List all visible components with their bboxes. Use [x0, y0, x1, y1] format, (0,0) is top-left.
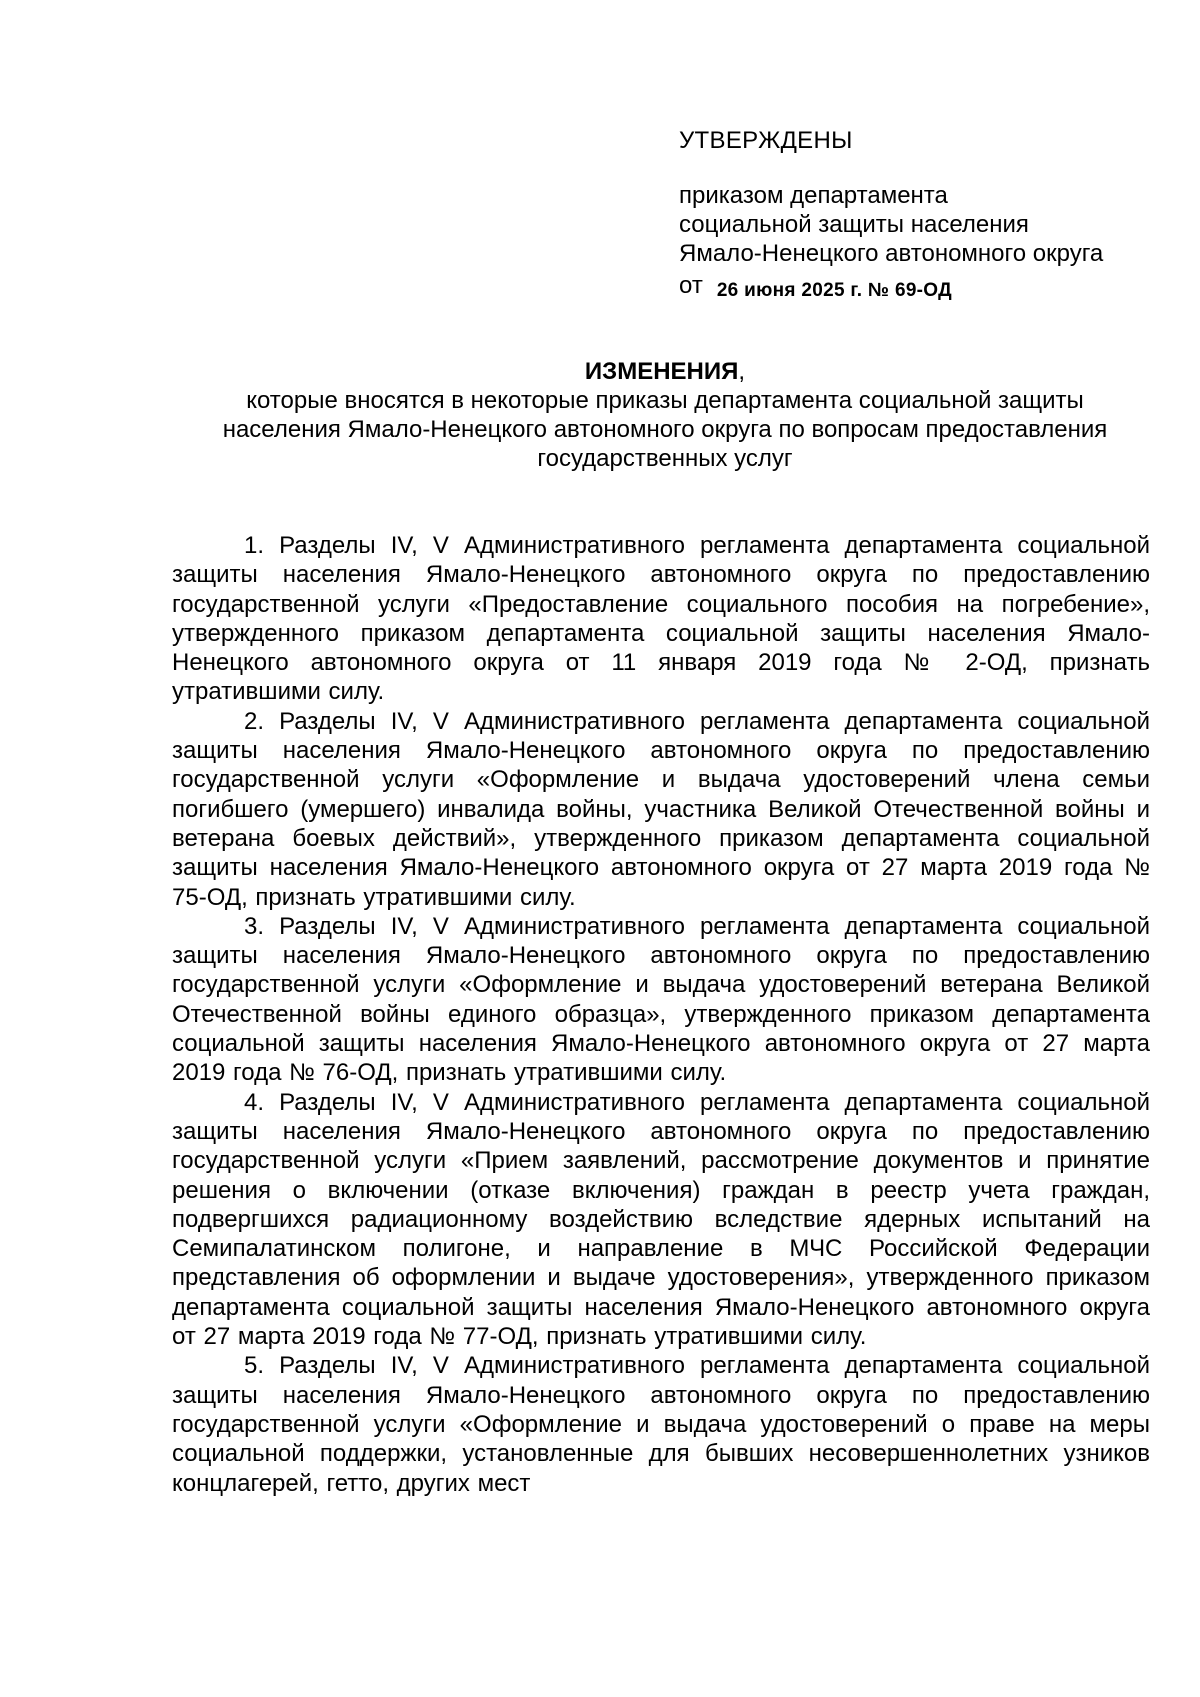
heading-subtitle-line-1: которые вносятся в некоторые приказы департамента социальной защиты	[246, 387, 1084, 414]
heading-title-line	[150, 357, 1180, 386]
document-body	[172, 531, 1150, 1498]
paragraph-1: 1. Разделы IV, V Административного регламента департамента социальной защиты населения Ямало-Ненецкого автономного округа по предоставлению государственной услуги «Предоставление социального пособия на погребение», утвержденного приказом департамента социальной защиты населения Ямало-Ненецкого автономного округа от 11 января 2019 года № 2-ОД, признать утратившими силу.	[172, 532, 1150, 706]
document-heading	[150, 357, 1180, 473]
approval-block	[679, 126, 1159, 302]
approval-order-line-1: приказом департамента	[679, 182, 948, 209]
approval-stamp-heading: УТВЕРЖДЕНЫ	[679, 127, 853, 154]
approval-order-line-3: Ямало-Ненецкого автономного округа	[679, 240, 1104, 267]
approval-date-and-number: 26 июня 2025 г. № 69-ОД	[716, 280, 952, 301]
approval-order-line-2: социальной защиты населения	[679, 211, 1029, 238]
heading-title-suffix: ,	[738, 358, 746, 385]
paragraph-4: 4. Разделы IV, V Административного регламента департамента социальной защиты населения Ямало-Ненецкого автономного округа по предоставлению государственной услуги «Прием заявлений, рассмотрение документов и принятие решения о включении (отказе включения) граждан в реестр учета граждан, подвергшихся радиационному воздействию вследствие ядерных испытаний на Семипалатинском полигоне, и направление в МЧС Российской Федерации представления об оформлении и выдаче удостоверения», утвержденного приказом департамента социальной защиты населения Ямало-Ненецкого автономного округа от 27 марта 2019 года № 77-ОД, признать утратившими силу.	[172, 1088, 1150, 1351]
heading-title: ИЗМЕНЕНИЯ	[584, 358, 739, 385]
paragraph-5: 5. Разделы IV, V Административного регламента департамента социальной защиты населения Ямало-Ненецкого автономного округа по предоставлению государственной услуги «Оформление и выдача удостоверений о праве на меры социальной поддержки, установленные для бывших несовершеннолетних узников концлагерей, гетто, других мест	[172, 1352, 1150, 1497]
approval-from-word: от	[679, 272, 703, 299]
paragraph-2: 2. Разделы IV, V Административного регламента департамента социальной защиты населения Ямало-Ненецкого автономного округа по предоставлению государственной услуги «Оформление и выдача удостоверений члена семьи погибшего (умершего) инвалида войны, участника Великой Отечественной войны и ветерана боевых действий», утвержденного приказом департамента социальной защиты населения Ямало-Ненецкого автономного округа от 27 марта 2019 года № 75-ОД, признать утратившими силу.	[172, 707, 1150, 911]
approval-date-line	[679, 271, 1159, 302]
paragraph-3: 3. Разделы IV, V Административного регламента департамента социальной защиты населения Ямало-Ненецкого автономного округа по предоставлению государственной услуги «Оформление и выдача удостоверений ветерана Великой Отечественной войны единого образца», утвержденного приказом департамента социальной защиты населения Ямало-Ненецкого автономного округа от 27 марта 2019 года № 76-ОД, признать утратившими силу.	[172, 912, 1150, 1087]
heading-subtitle-line-3: государственных услуг	[537, 445, 793, 472]
heading-subtitle-line-2: населения Ямало-Ненецкого автономного округа по вопросам предоставления	[222, 416, 1108, 443]
